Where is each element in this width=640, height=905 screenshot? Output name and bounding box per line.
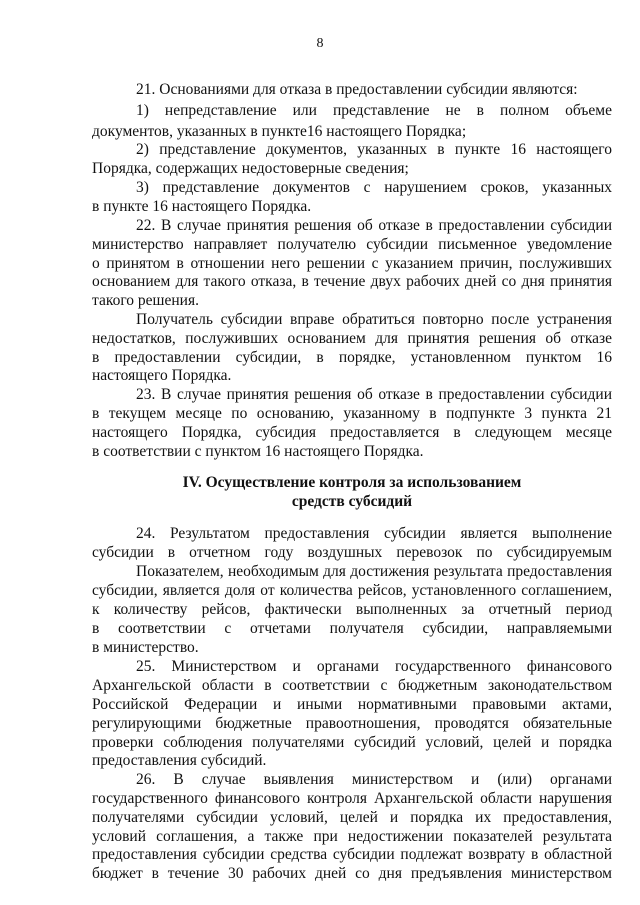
text-line: получателями субсидии условий, целей и порядка их предоставления,	[92, 809, 612, 826]
text-line: в соответствии с отчетами получателя субсидии, направляемыми	[92, 620, 612, 637]
text-line: регулирующими бюджетные правоотношения, проводятся обязательные	[92, 715, 612, 732]
text-line: государственного финансового контроля Архангельской области нарушения	[92, 790, 612, 807]
section-heading-line-2: средств субсидий	[291, 493, 413, 510]
text-line: предоставления субсидий.	[92, 752, 267, 769]
text-line: субсидии в отчетном году воздушных перевозок по субсидируемым	[92, 544, 612, 561]
text-line: проверки соблюдения получателями субсидий условий, целей и порядка	[92, 734, 612, 751]
text-line: в министерство.	[92, 639, 199, 656]
text-line: условий соглашения, а также при недостижении показателей результата	[92, 828, 612, 845]
text-line: субсидии, является доля от количества рейсов, установленного соглашением,	[92, 582, 612, 599]
text-line: 21. Основаниями для отказа в предоставлении субсидии являются:	[136, 81, 578, 98]
text-line: предоставления субсидии средства субсидии подлежат возврату в областной	[92, 846, 612, 863]
text-line: 24. Результатом предоставления субсидии является выполнение	[136, 525, 612, 542]
text-line: 25. Министерством и органами государственного финансового	[136, 658, 612, 675]
section-heading-line-1: IV. Осуществление контроля за использованием	[182, 474, 522, 491]
text-line: основанием для такого отказа, в течение двух рабочих дней со дня принятия	[92, 273, 612, 290]
text-line: министерство направляет получателю субсидии письменное уведомление	[92, 236, 612, 253]
text-line: в предоставлении субсидии, в порядке, установленном пунктом 16	[92, 349, 612, 366]
text-line: Порядка, содержащих недостоверные сведения;	[92, 160, 409, 177]
text-line: такого решения.	[92, 292, 199, 309]
text-line: 1) непредставление или представление не в полном объеме	[136, 102, 612, 119]
text-line: 23. В случае принятия решения об отказе в предоставлении субсидии	[136, 386, 612, 403]
text-line: о принятом в отношении него решении с указанием причин, послуживших	[92, 255, 612, 272]
text-line: Российской Федерации и иными нормативными правовыми актами,	[92, 696, 612, 713]
text-line: Получатель субсидии вправе обратиться повторно после устранения	[136, 311, 612, 328]
text-line: недостатков, послуживших основанием для принятия решения об отказе	[92, 330, 612, 347]
text-line: Архангельской области в соответствии с бюджетным законодательством	[92, 677, 612, 694]
text-line: к количеству рейсов, фактически выполненных за отчетный период	[92, 601, 612, 618]
page-number: 8	[316, 36, 324, 51]
text-line: настоящего Порядка, субсидия предоставляется в следующем месяце	[92, 424, 612, 441]
text-line: 2) представление документов, указанных в пункте 16 настоящего	[136, 141, 612, 158]
text-line: бюджет в течение 30 рабочих дней со дня предъявления министерством	[92, 865, 612, 882]
text-line: 26. В случае выявления министерством и (или) органами	[136, 771, 612, 788]
text-line: в пункте 16 настоящего Порядка.	[92, 198, 312, 215]
text-line: в текущем месяце по основанию, указанному в подпункте 3 пункта 21	[92, 405, 612, 422]
text-line: Показателем, необходимым для достижения результата предоставления	[136, 563, 612, 580]
text-line: 22. В случае принятия решения об отказе в предоставлении субсидии	[136, 217, 612, 234]
text-line: в соответствии с пунктом 16 настоящего Порядка.	[92, 443, 424, 460]
text-line: 3) представление документов с нарушением сроков, указанных	[136, 179, 612, 196]
text-line: документов, указанных в пункте16 настоящего Порядка;	[92, 123, 467, 140]
text-line: настоящего Порядка.	[92, 367, 232, 384]
